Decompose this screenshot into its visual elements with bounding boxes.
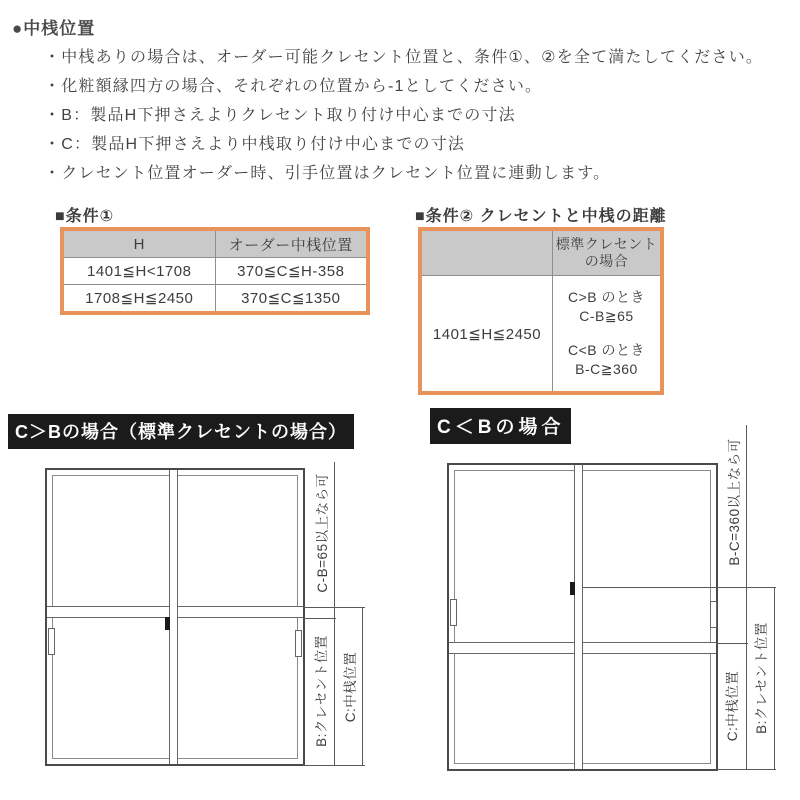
- table-cell: 370≦C≦H-358: [215, 258, 368, 285]
- case-line: C-B≧65: [579, 308, 634, 324]
- dimension-extension-line: [746, 425, 747, 770]
- pull-handle-left: [450, 599, 457, 626]
- bullet-marker: ・: [44, 78, 62, 95]
- rail-position-label-text: C:中桟位置: [721, 669, 741, 744]
- case-standard-crescent-1: [553, 288, 660, 326]
- table-cell: 370≦C≦1350: [215, 285, 368, 314]
- page-title: ●中桟位置: [12, 19, 96, 38]
- condition2-title: ■条件② クレセントと中桟の距離: [415, 208, 667, 225]
- crescent-position-label-text: B:クレセント位置: [750, 620, 770, 736]
- crescent-lock: [165, 617, 170, 630]
- dimension-line-crescent-level: [303, 618, 336, 619]
- column-header: [553, 229, 663, 276]
- bullet-item: [44, 136, 763, 154]
- column-header-line: の場合: [584, 253, 629, 269]
- gap-dimension-label-text: B-C=360以上なら可: [723, 436, 743, 567]
- case-standard-crescent-2: [553, 341, 660, 379]
- bullet-item: [44, 49, 763, 67]
- table-row: [420, 276, 662, 394]
- dimension-extension-line: [362, 607, 363, 766]
- dimension-line-rail-level: [303, 607, 365, 608]
- table-cell: [553, 276, 663, 394]
- table-row: [62, 258, 368, 285]
- gap-dimension-label-text: C-B=65以上なら可: [311, 471, 331, 594]
- table-cell: 1401≦H≦2450: [420, 276, 553, 394]
- pull-handle-left: [48, 628, 55, 655]
- bullet-text: 化粧額縁四方の場合、それぞれの位置から-1としてください。: [61, 78, 543, 95]
- condition1-table: [60, 227, 370, 315]
- bullet-item: [44, 107, 763, 125]
- bullet-marker: ・: [44, 107, 62, 124]
- dimension-extension-line: [774, 587, 775, 770]
- bullet-text: クレセント位置オーダー時、引手位置はクレセント位置に連動します。: [61, 165, 611, 182]
- column-header: オーダー中桟位置: [215, 229, 368, 258]
- condition2-table: [418, 227, 664, 395]
- rail-position-label-text: C:中桟位置: [339, 650, 359, 725]
- dimension-line-rail-level: [716, 643, 748, 644]
- crescent-position-label-text: B:クレセント位置: [310, 633, 330, 749]
- bullet-text: 中桟ありの場合は、オーダー可能クレセント位置と、条件①、②を全て満たしてください。: [61, 49, 764, 66]
- case-line: C>B のとき: [567, 289, 645, 305]
- table-cell: 1708≦H≦2450: [62, 285, 215, 314]
- dimension-line-bottom: [303, 765, 365, 766]
- bullet-marker: ・: [44, 165, 62, 182]
- pull-handle-right: [295, 630, 302, 657]
- section-banner-c-greater-b: C＞Bの場合（標準クレセントの場合）: [8, 414, 354, 449]
- condition1-title: ■条件①: [55, 208, 115, 225]
- bullet-marker: ・: [44, 49, 62, 66]
- column-header-empty: [420, 229, 553, 276]
- dimension-extension-line: [334, 462, 335, 766]
- table-cell: 1401≦H<1708: [62, 258, 215, 285]
- crescent-lock: [570, 582, 575, 595]
- bullet-text: B：製品H下押さえよりクレセント取り付け中心までの寸法: [61, 107, 516, 124]
- meeting-stile: [574, 465, 583, 769]
- table-row: [62, 285, 368, 314]
- bullet-text: C：製品H下押さえより中桟取り付け中心までの寸法: [61, 136, 466, 153]
- dimension-line-bottom: [716, 769, 776, 770]
- case-line: B-C≧360: [575, 361, 638, 377]
- case-line: C<B のとき: [567, 342, 645, 358]
- section-banner-c-less-b: C＜Bの場合: [430, 408, 571, 444]
- bullet-item: [44, 165, 763, 183]
- bullet-marker: ・: [44, 136, 62, 153]
- bullet-list: [44, 49, 763, 194]
- meeting-stile: [169, 470, 178, 764]
- column-header: H: [62, 229, 215, 258]
- bullet-item: [44, 78, 763, 96]
- column-header-line: 標準クレセント: [555, 236, 658, 252]
- pull-handle-right: [710, 601, 717, 628]
- dimension-line-crescent-level: [578, 587, 776, 588]
